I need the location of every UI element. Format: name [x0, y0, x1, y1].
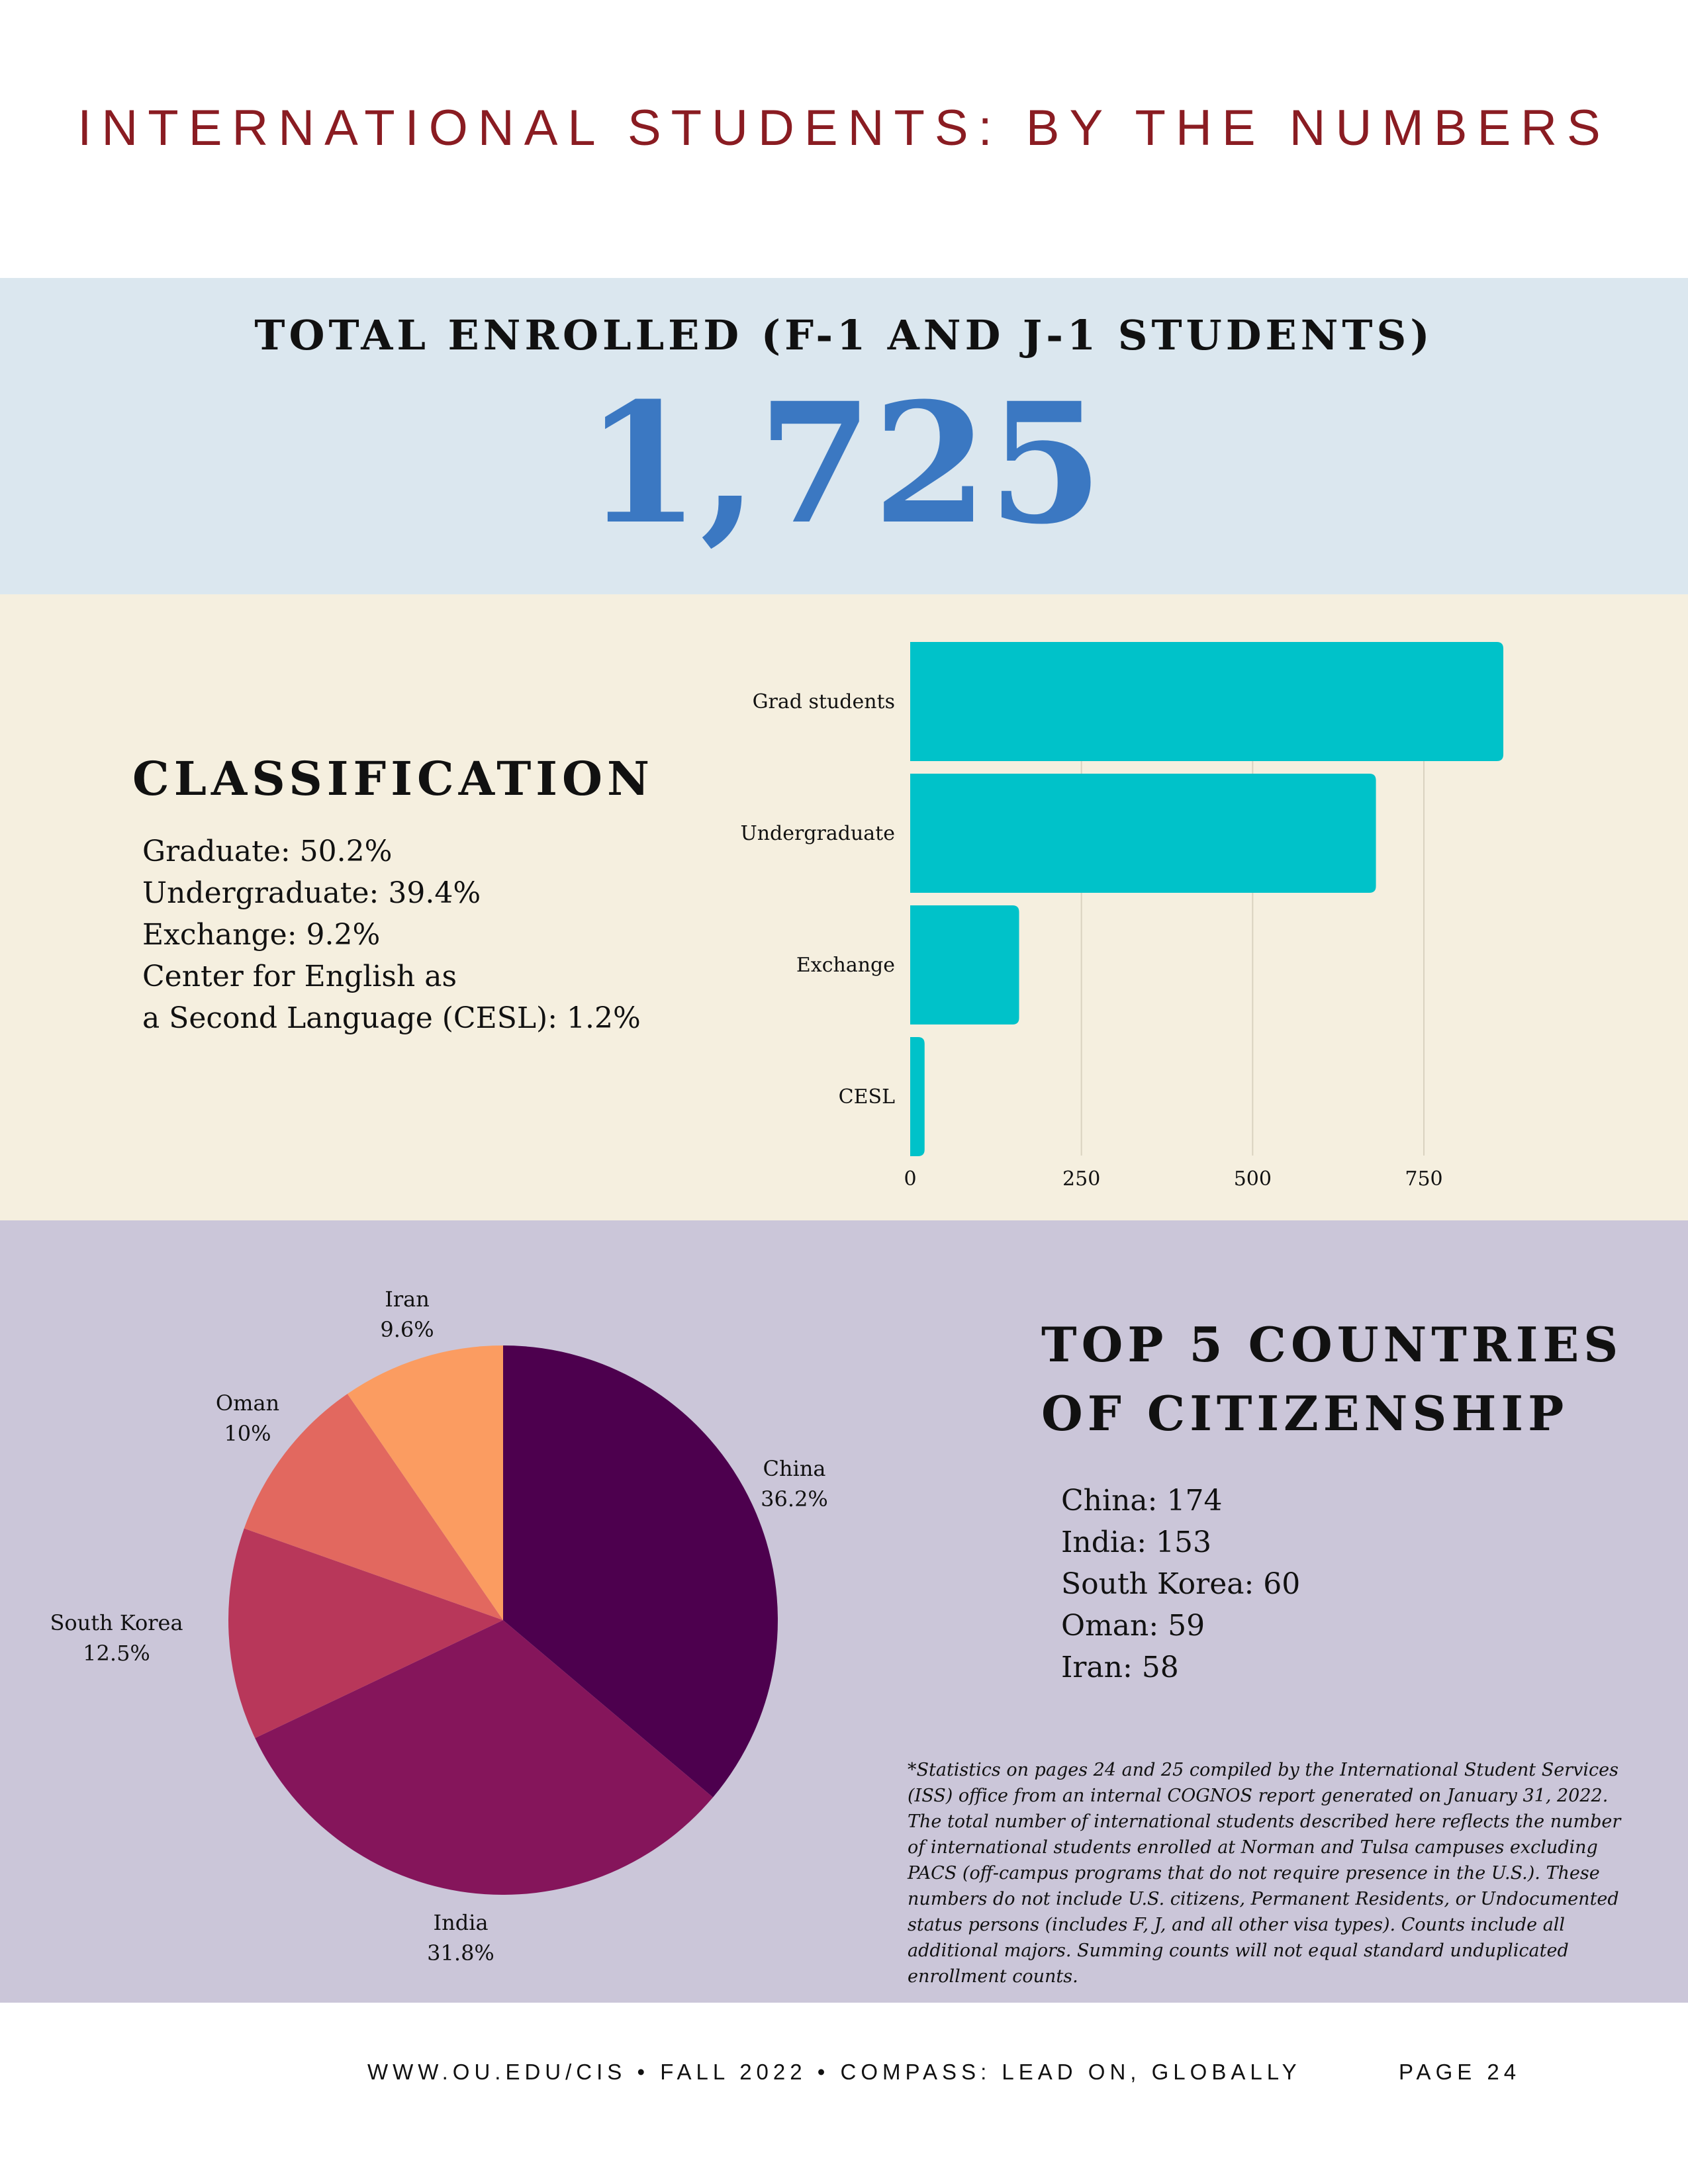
footer-page-number: PAGE 24: [1399, 2060, 1521, 2084]
countries-title-line: TOP 5 COUNTRIES: [1041, 1316, 1623, 1373]
classification-item: Graduate: 50.2%: [142, 835, 393, 868]
country-item: China: 174: [1061, 1484, 1223, 1518]
bar: [910, 774, 1376, 893]
pie-percent-label: 12.5%: [83, 1641, 150, 1666]
classification-item: Center for English as: [142, 960, 457, 993]
y-category-label: Undergraduate: [740, 822, 895, 845]
page-title: INTERNATIONAL STUDENTS: BY THE NUMBERS: [77, 100, 1611, 156]
total-enrolled-label: TOTAL ENROLLED (F-1 AND J-1 STUDENTS): [254, 311, 1434, 359]
total-enrolled-value: 1,725: [585, 366, 1103, 561]
pie-label: China: [763, 1456, 826, 1481]
footnote: *Statistics on pages 24 and 25 compiled by the International Student Services (ISS) office from an internal COGNOS report generated on January 31, 2022. The total number of international students described here reflects the number of international students enrolled at Norman and Tulsa campuses excluding PACS (off-campus programs that do not require presence in the U.S.). These numbers do not include U.S. citizens, Permanent Residents, or Undocumented status persons (includes F, J, and all other visa types). Counts include all additional majors. Summing counts will not equal standard unduplicated enrollment counts.: [908, 1760, 1621, 1987]
countries-title: [1041, 1310, 1622, 1448]
pie-percent-label: 10%: [224, 1421, 271, 1446]
pie-percent-label: 36.2%: [761, 1486, 828, 1512]
classification-bar-chart: [0, 594, 1688, 1220]
country-item: Iran: 58: [1061, 1651, 1179, 1684]
x-tick-label: 750: [1405, 1167, 1443, 1191]
classification-item: Undergraduate: 39.4%: [142, 876, 481, 910]
y-category-label: CESL: [838, 1085, 895, 1109]
pie-label: India: [433, 1910, 489, 1935]
countries-title-line: OF CITIZENSHIP: [1041, 1385, 1569, 1441]
bar: [910, 1037, 925, 1156]
footer-publication: WWW.OU.EDU/CIS • FALL 2022 • COMPASS: LEAD ON, GLOBALLY: [367, 2060, 1301, 2084]
pie-label: Oman: [215, 1390, 280, 1416]
x-tick-label: 500: [1233, 1167, 1272, 1191]
bar: [910, 905, 1019, 1024]
country-item: South Korea: 60: [1061, 1567, 1301, 1601]
classification-item: Exchange: 9.2%: [142, 918, 381, 952]
pie-percent-label: 31.8%: [427, 1940, 494, 1966]
x-tick-label: 0: [904, 1167, 917, 1191]
bar: [910, 642, 1503, 761]
countries-pie-chart: [0, 1220, 861, 2003]
country-item: India: 153: [1061, 1525, 1211, 1559]
y-category-label: Exchange: [796, 954, 895, 977]
countries-list: [1061, 1480, 1300, 1688]
country-item: Oman: 59: [1061, 1609, 1205, 1643]
pie-label: Iran: [385, 1287, 430, 1312]
y-category-label: Grad students: [752, 690, 895, 713]
classification-title: CLASSIFICATION: [132, 751, 654, 806]
pie-label: South Korea: [50, 1610, 183, 1635]
pie-percent-label: 9.6%: [380, 1317, 434, 1342]
x-tick-label: 250: [1062, 1167, 1101, 1191]
classification-item: a Second Language (CESL): 1.2%: [142, 1001, 641, 1035]
